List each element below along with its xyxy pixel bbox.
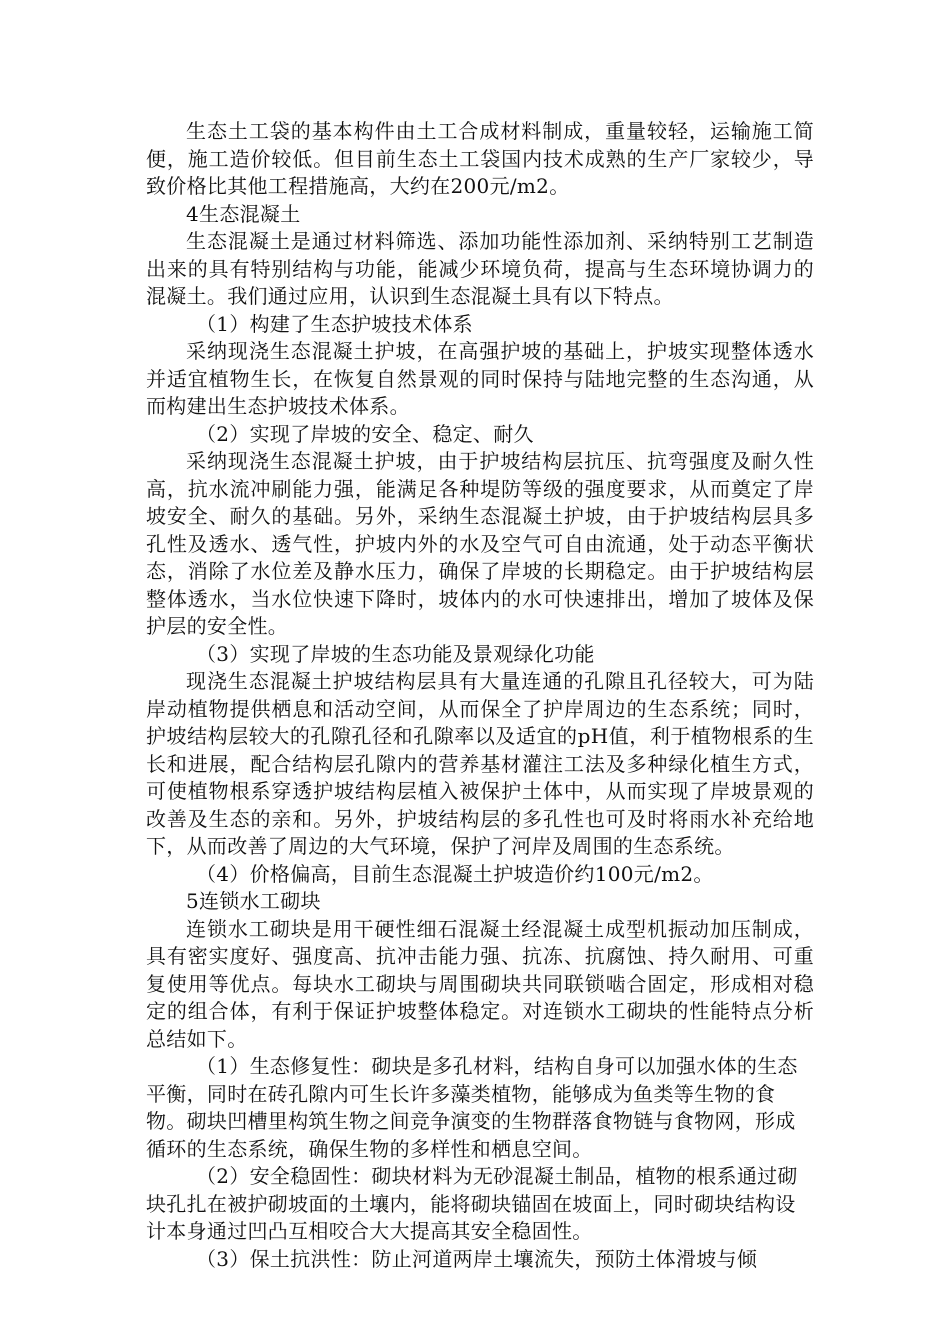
subheading-4: （4）价格偏高，目前生态混凝土护坡造价约100元/m2。 — [196, 861, 714, 886]
paragraph-safety-stability: （2）安全稳固性：砌块材料为无砂混凝土制品，植物的根系通过砌块孔扎在被护砌坡面的土壤内，能将砌块锚固在坡面上，同时砌块结构设计本身通过凹凸互相咬合大大提高其安全稳固性。 — [146, 1164, 798, 1243]
section-heading-interlocking-blocks: 5连锁水工砌块 — [186, 889, 321, 913]
paragraph-eco-concrete-intro: 生态混凝土是通过材料筛选、添加功能性添加剂、采纳特别工艺制造出来的具有特别结构与功能，能减少环境负荷，提高与生态环境协调力的混凝土。我们通过应用，认识到生态混凝土具有以下特点。 — [146, 229, 814, 308]
document-page — [146, 118, 814, 1273]
subheading-1: （1）构建了生态护坡技术体系 — [196, 311, 473, 336]
subheading-3: （3）实现了岸坡的生态功能及景观绿化功能 — [196, 641, 595, 666]
paragraph-slope-system: 采纳现浇生态混凝土护坡，在高强护坡的基础上，护坡实现整体透水并适宜植物生长，在恢复自然景观的同时保持与陆地完整的生态沟通，从而构建出生态护坡技术体系。 — [146, 339, 814, 418]
paragraph-eco-geobag-cost: 生态土工袋的基本构件由土工合成材料制成，重量较轻，运输施工简便，施工造价较低。但目前生态土工袋国内技术成熟的生产厂家较少，导致价格比其他工程措施高，大约在200元/m2。 — [146, 119, 814, 198]
paragraph-ecological-function: 现浇生态混凝土护坡结构层具有大量连通的孔隙且孔径较大，可为陆岸动植物提供栖息和活动空间，从而保全了护岸周边的生态系统；同时，护坡结构层较大的孔隙孔径和孔隙率以及适宜的pH值，利于植物根系的生长和进展，配合结构层孔隙内的营养基材灌注工法及多种绿化植生方式，可使植物根系穿透护坡结构层植入被保护土体中，从而实现了岸坡景观的改善及生态的亲和。另外，护坡结构层的多孔性也可及时将雨水补充给地下，从而改善了周边的大气环境，保护了河岸及周围的生态系统。 — [146, 669, 814, 858]
paragraph-soil-flood-resistance: （3）保土抗洪性：防止河道两岸土壤流失，预防土体滑坡与倾 — [196, 1246, 758, 1271]
paragraph-interlocking-intro: 连锁水工砌块是用干硬性细石混凝土经混凝土成型机振动加压制成，具有密实度好、强度高、抗冲击能力强、抗冻、抗腐蚀、持久耐用、可重复使用等优点。每块水工砌块与周围砌块共同联锁啮合固定，形成相对稳定的组合体，有利于保证护坡整体稳定。对连锁水工砌块的性能特点分析总结如下。 — [146, 916, 814, 1051]
paragraph-slope-safety: 采纳现浇生态混凝土护坡，由于护坡结构层抗压、抗弯强度及耐久性高，抗水流冲刷能力强，能满足各种堤防等级的强度要求，从而奠定了岸坡安全、耐久的基础。另外，采纳生态混凝土护坡，由于护坡结构层具多孔性及透水、透气性，护坡内外的水及空气可自由流通，处于动态平衡状态，消除了水位差及静水压力，确保了岸坡的长期稳定。由于护坡结构层整体透水，当水位快速下降时，坡体内的水可快速排出，增加了坡体及保护层的安全性。 — [146, 449, 814, 638]
paragraph-ecological-restoration: （1）生态修复性：砌块是多孔材料，结构自身可以加强水体的生态平衡，同时在砖孔隙内可生长许多藻类植物，能够成为鱼类等生物的食物。砌块凹槽里构筑生物之间竞争演变的生物群落食物链与食物网，形成循环的生态系统，确保生物的多样性和栖息空间。 — [146, 1054, 798, 1161]
section-heading-eco-concrete: 4生态混凝土 — [186, 201, 301, 226]
subheading-2: （2）实现了岸坡的安全、稳定、耐久 — [196, 421, 534, 446]
